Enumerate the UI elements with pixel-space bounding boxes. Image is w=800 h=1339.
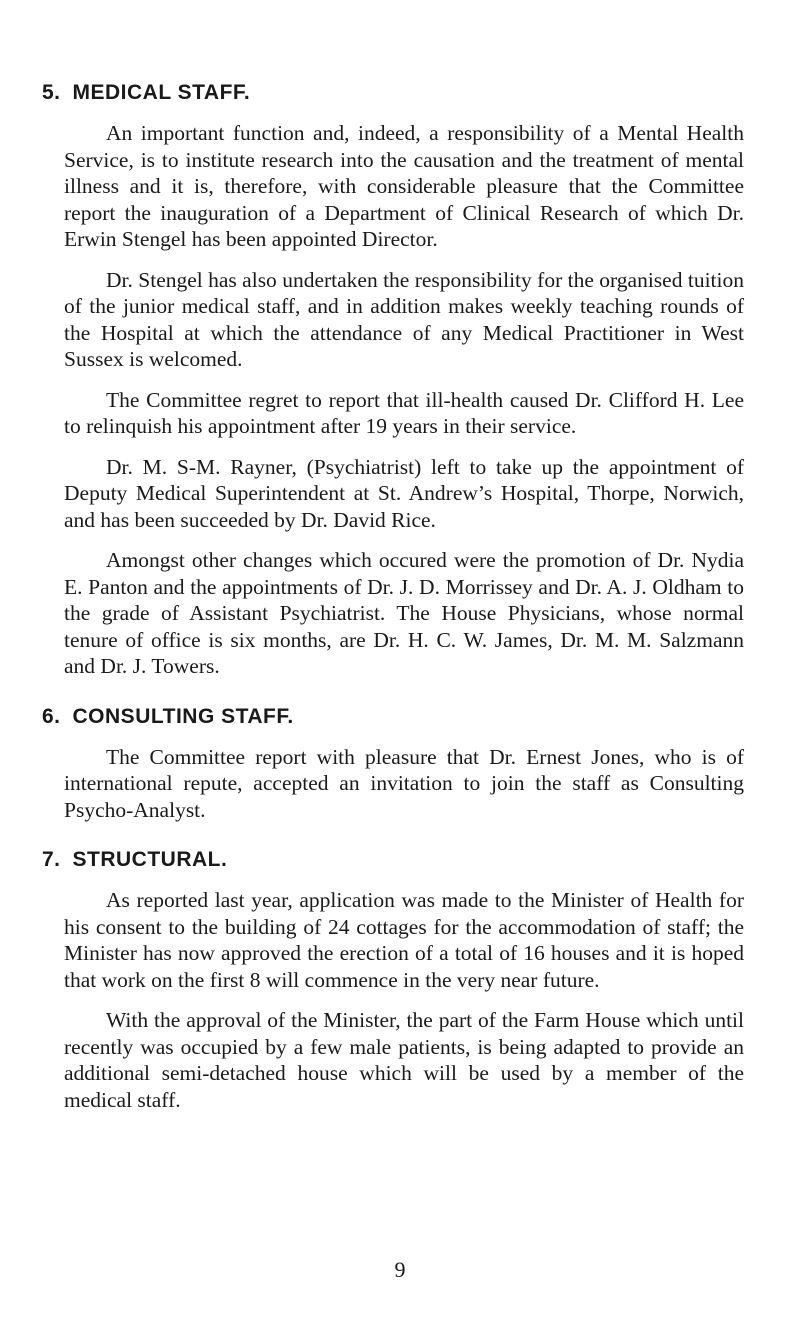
paragraph: An important function and, indeed, a responsibility of a Mental Health Service, is to institute research into the causation and the treatment of mental illness and it is, therefore, with considerable pleasure that the Committee report the inauguration of a Department of Clinical Research of which Dr. Erwin Stengel has been appointed Director. bbox=[64, 121, 744, 251]
paragraph: Dr. M. S-M. Rayner, (Psychiatrist) left to take up the appointment of Deputy Medical Superintendent at St. Andrew’s Hospital, Thorpe, Norwich, and has been succeeded by Dr. David Rice. bbox=[64, 454, 744, 532]
section-heading-structural bbox=[42, 847, 744, 873]
page-number: 9 bbox=[394, 1257, 406, 1282]
section-heading-medical-staff bbox=[42, 80, 744, 106]
section-title: STRUCTURAL. bbox=[72, 848, 228, 871]
section-number: 7. bbox=[42, 848, 61, 871]
section-title: MEDICAL STAFF. bbox=[72, 81, 251, 104]
section-number: 6. bbox=[42, 704, 61, 728]
section-title: CONSULTING STAFF. bbox=[72, 704, 294, 728]
paragraph: Dr. Stengel has also undertaken the responsibility for the organised tuition of the junior medical staff, and in addition makes weekly teaching rounds of the Hospital at which the attendance of any Medical Practitioner in West Sussex is welcomed. bbox=[64, 267, 744, 371]
section-heading-consulting-staff bbox=[42, 704, 744, 730]
paragraph: Amongst other changes which occured were the promotion of Dr. Nydia E. Panton and the appointments of Dr. J. D. Morrissey and Dr. A. J. Oldham to the grade of Assistant Psychiatrist. The House Physicians, whose normal tenure of office is six months, are Dr. H. C. W. James, Dr. M. M. Salzmann and Dr. J. Towers. bbox=[64, 548, 744, 678]
document-page bbox=[42, 80, 744, 1127]
paragraph: With the approval of the Minister, the part of the Farm House which until recently was occupied by a few male patients, is being adapted to provide an additional semi-detached house which will be used by a member of the medical staff. bbox=[64, 1008, 744, 1112]
paragraph: As reported last year, application was made to the Minister of Health for his consent to the building of 24 cottages for the accommodation of staff; the Minister has now approved the erection of a total of 16 houses and it is hoped that work on the first 8 will commence in the very near future. bbox=[64, 888, 744, 992]
paragraph: The Committee regret to report that ill-health caused Dr. Clifford H. Lee to relinquish his appointment after 19 years in their service. bbox=[64, 387, 744, 438]
paragraph: The Committee report with pleasure that Dr. Ernest Jones, who is of international repute, accepted an invitation to join the staff as Consulting Psycho-Analyst. bbox=[64, 744, 744, 822]
section-number: 5. bbox=[42, 81, 61, 104]
